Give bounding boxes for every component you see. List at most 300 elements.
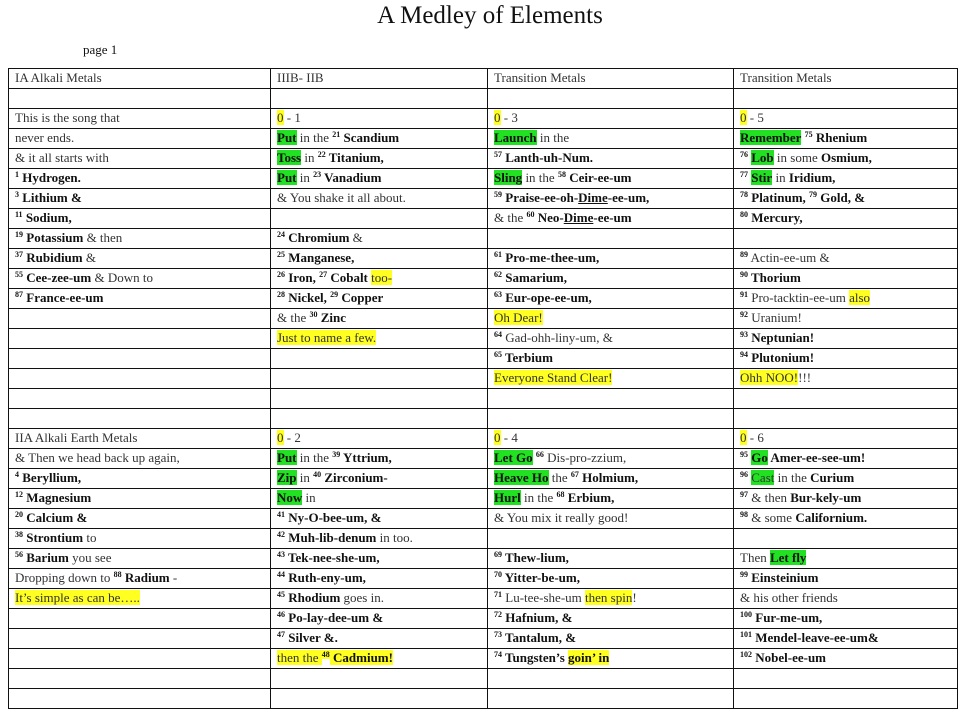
- atomic-number: 90: [740, 270, 748, 279]
- lyric-text: too-: [371, 270, 393, 285]
- lyric-text: Amer-ee-see-um!: [767, 450, 866, 465]
- atomic-number: 100: [740, 610, 752, 619]
- atomic-number: 44: [277, 570, 285, 579]
- lyric-text: Neo-: [534, 210, 564, 225]
- table-cell: [734, 229, 958, 249]
- lyric-text: goes in.: [340, 590, 384, 605]
- lyric-text: Pro-me-thee-um,: [502, 250, 600, 265]
- lyric-text: Cadmium!: [329, 650, 393, 665]
- header-row: [9, 69, 958, 89]
- table-cell: [488, 469, 734, 489]
- lyric-text: in: [302, 490, 316, 505]
- atomic-number: 76: [740, 150, 748, 159]
- lyric-text: Chromium: [285, 230, 350, 245]
- table-cell: [734, 529, 958, 549]
- lyric-text: Eur-ope-ee-um,: [502, 290, 592, 305]
- lyric-text: Now: [277, 490, 303, 505]
- lyric-text: Muh-lib-denum: [285, 530, 377, 545]
- table-cell: [9, 649, 271, 669]
- lyric-text: & the: [277, 310, 310, 325]
- lyric-text: Beryllium,: [19, 470, 82, 485]
- atomic-number: 30: [309, 310, 318, 319]
- lyric-text: in: [296, 470, 314, 485]
- atomic-number: 95: [740, 450, 748, 459]
- lyric-text: Manganese,: [285, 250, 355, 265]
- lyric-text: &: [349, 230, 363, 245]
- lyric-text: Go: [751, 450, 768, 465]
- lyric-text: Let fly: [769, 550, 807, 565]
- lyric-text: Gold, &: [817, 190, 866, 205]
- lyric-text: Oh Dear!: [494, 310, 543, 325]
- atomic-number: 98: [740, 510, 748, 519]
- lyric-text: Sling: [494, 170, 523, 185]
- table-row: [9, 229, 958, 249]
- table-cell: [734, 429, 958, 449]
- lyric-text: France-ee-um: [23, 290, 104, 305]
- table-row: [9, 589, 958, 609]
- table-cell: [271, 89, 488, 109]
- table-cell: [271, 429, 488, 449]
- table-cell: [488, 389, 734, 409]
- lyric-text: Hafnium, &: [502, 610, 573, 625]
- table-row: [9, 609, 958, 629]
- lyric-text: -: [169, 570, 178, 585]
- atomic-number: 70: [494, 570, 502, 579]
- table-cell: [271, 229, 488, 249]
- lyric-text: Dis-pro-zzium,: [543, 450, 627, 465]
- lyric-text: Put: [277, 450, 297, 465]
- atomic-number: 48: [321, 650, 330, 659]
- table-cell: [488, 89, 734, 109]
- table-cell: [271, 109, 488, 129]
- lyric-text: Rhodium: [285, 590, 341, 605]
- table-cell: [9, 489, 271, 509]
- table-row: [9, 629, 958, 649]
- table-row: [9, 529, 958, 549]
- table-cell: [734, 369, 958, 389]
- lyric-text: Strontium: [23, 530, 84, 545]
- table-cell: [734, 689, 958, 709]
- lyric-text: also: [849, 290, 871, 305]
- table-cell: [488, 409, 734, 429]
- lyric-text: - 1: [283, 110, 301, 125]
- lyric-text: in too.: [376, 530, 413, 545]
- table-cell: [271, 369, 488, 389]
- page-label: page 1: [83, 42, 118, 57]
- atomic-number: 56: [15, 550, 23, 559]
- atomic-number: 41: [277, 510, 285, 519]
- lyric-text: Yitter-be-um,: [502, 570, 580, 585]
- lyric-text: Uranium!: [748, 310, 802, 325]
- lyric-text: in: [301, 150, 318, 165]
- atomic-number: 26: [277, 270, 285, 279]
- table-cell: [488, 129, 734, 149]
- atomic-number: 20: [15, 510, 23, 519]
- lyric-text: Zirconium-: [321, 470, 388, 485]
- lyric-text: 0: [494, 430, 501, 445]
- table-row: [9, 109, 958, 129]
- lyric-text: - 6: [746, 430, 764, 445]
- atomic-number: 72: [494, 610, 502, 619]
- lyric-text: Holmium,: [578, 470, 639, 485]
- table-row: [9, 189, 958, 209]
- table-row: [9, 369, 958, 389]
- atomic-number: 46: [277, 610, 285, 619]
- atomic-number: 79: [809, 190, 818, 199]
- lyric-text: Samarium,: [502, 270, 567, 285]
- atomic-number: 12: [15, 490, 23, 499]
- lyric-text: 0: [277, 110, 284, 125]
- atomic-number: 59: [494, 190, 502, 199]
- table-row: [9, 309, 958, 329]
- table-cell: [271, 689, 488, 709]
- table-cell: [488, 589, 734, 609]
- lyric-text: Ceir-ee-um: [565, 170, 632, 185]
- lyric-text: Mercury,: [748, 210, 803, 225]
- table-cell: [9, 549, 271, 569]
- lyric-text: Toss: [277, 150, 302, 165]
- lyric-text: Potassium: [23, 230, 84, 245]
- atomic-number: 102: [740, 650, 752, 659]
- atomic-number: 4: [15, 470, 19, 479]
- lyric-text: Actin-ee-um &: [748, 250, 830, 265]
- table-cell: [488, 569, 734, 589]
- table-cell: [734, 649, 958, 669]
- table-row: [9, 549, 958, 569]
- lyric-text: Heave Ho: [494, 470, 549, 485]
- lyric-text: Silver &.: [285, 630, 338, 645]
- lyric-text: Radium: [121, 570, 170, 585]
- table-cell: [271, 669, 488, 689]
- lyric-text: Fur-me-um,: [752, 610, 823, 625]
- lyric-text: Thorium: [748, 270, 801, 285]
- table-row: [9, 349, 958, 369]
- table-row: [9, 649, 958, 669]
- table-cell: [271, 169, 488, 189]
- table-cell: [488, 309, 734, 329]
- atomic-number: 92: [740, 310, 748, 319]
- lyric-text: Yttrium,: [340, 450, 392, 465]
- lyric-text: Then: [740, 550, 770, 565]
- atomic-number: 21: [332, 130, 341, 139]
- table-row: [9, 169, 958, 189]
- lyric-text: 0: [277, 430, 284, 445]
- table-cell: [488, 669, 734, 689]
- table-cell: [734, 389, 958, 409]
- table-cell: [734, 609, 958, 629]
- lyric-text: Tantalum, &: [502, 630, 577, 645]
- atomic-number: 24: [277, 230, 285, 239]
- lyric-text: Gad-ohh-liny-um, &: [502, 330, 613, 345]
- lyric-text: in the: [522, 170, 558, 185]
- atomic-number: 64: [494, 330, 502, 339]
- lyric-text: Bur-kely-um: [790, 490, 862, 505]
- table-cell: [9, 229, 271, 249]
- atomic-number: 91: [740, 290, 748, 299]
- lyric-text: Iron,: [285, 270, 320, 285]
- lyric-text: Pro-tacktin-ee-um: [748, 290, 850, 305]
- table-row: [9, 429, 958, 449]
- atomic-number: 68: [556, 490, 565, 499]
- lyric-text: Curium: [810, 470, 855, 485]
- table-cell: [488, 289, 734, 309]
- lyric-text: & then: [83, 230, 123, 245]
- table-cell: [734, 469, 958, 489]
- atomic-number: 74: [494, 650, 502, 659]
- lyric-text: & the: [494, 210, 527, 225]
- table-cell: [488, 549, 734, 569]
- table-row: [9, 569, 958, 589]
- atomic-number: 39: [332, 450, 341, 459]
- lyric-text: Erbium,: [564, 490, 615, 505]
- lyric-text: Lob: [751, 150, 774, 165]
- lyric-text: Titanium,: [325, 150, 384, 165]
- lyric-text: Sodium,: [22, 210, 72, 225]
- atomic-number: 69: [494, 550, 502, 559]
- table-cell: [271, 149, 488, 169]
- table-cell: [9, 449, 271, 469]
- lyric-text: in: [772, 170, 789, 185]
- table-cell: [734, 489, 958, 509]
- lyric-text: & it all starts with: [15, 150, 109, 165]
- lyric-text: Scandium: [340, 130, 400, 145]
- atomic-number: 29: [330, 290, 339, 299]
- atomic-number: 28: [277, 290, 285, 299]
- atomic-number: 11: [15, 210, 23, 219]
- atomic-number: 58: [557, 170, 566, 179]
- atomic-number: 22: [317, 150, 326, 159]
- table-cell: [488, 249, 734, 269]
- table-row: [9, 149, 958, 169]
- table-cell: [9, 589, 271, 609]
- table-cell: [271, 489, 488, 509]
- table-cell: [9, 569, 271, 589]
- table-cell: [488, 429, 734, 449]
- table-cell: [271, 249, 488, 269]
- lyric-text: Stir: [751, 170, 773, 185]
- table-cell: [271, 609, 488, 629]
- lyric-text: Just to name a few.: [277, 330, 377, 345]
- table-cell: [488, 349, 734, 369]
- table-cell: [9, 149, 271, 169]
- table-cell: [9, 249, 271, 269]
- table-cell: [271, 129, 488, 149]
- atomic-number: 38: [15, 530, 23, 539]
- table-row: [9, 289, 958, 309]
- atomic-number: 3: [15, 190, 19, 199]
- table-cell: [734, 189, 958, 209]
- table-row: [9, 409, 958, 429]
- lyric-text: Put: [277, 170, 297, 185]
- table-cell: [488, 209, 734, 229]
- atomic-number: 88: [113, 570, 122, 579]
- table-cell: [734, 549, 958, 569]
- lyric-text: Ohh NOO!: [740, 370, 799, 385]
- lyric-text: Neptunian!: [748, 330, 815, 345]
- table-cell: [271, 289, 488, 309]
- table-cell: [9, 169, 271, 189]
- lyric-text: Cast: [751, 470, 775, 485]
- table-row: [9, 669, 958, 689]
- lyric-text: Lanth-uh-Num.: [502, 150, 594, 165]
- table-cell: [9, 369, 271, 389]
- table-row: [9, 469, 958, 489]
- table-cell: [9, 89, 271, 109]
- lyric-text: Cee-zee-um: [23, 270, 92, 285]
- lyric-text: Thew-lium,: [502, 550, 569, 565]
- lyric-text: Po-lay-dee-um &: [285, 610, 384, 625]
- lyric-text: Zip: [277, 470, 297, 485]
- atomic-number: 57: [494, 150, 502, 159]
- table-cell: [488, 509, 734, 529]
- atomic-number: 45: [277, 590, 285, 599]
- lyric-text: Rubidium: [23, 250, 83, 265]
- lyric-text: - 5: [746, 110, 764, 125]
- table-cell: [9, 669, 271, 689]
- lyric-text: -ee-um: [593, 210, 632, 225]
- table-cell: [9, 109, 271, 129]
- atomic-number: 94: [740, 350, 748, 359]
- table-cell: [734, 289, 958, 309]
- table-cell: [271, 569, 488, 589]
- lyric-text: 0: [740, 110, 747, 125]
- lyric-text: Hydrogen.: [19, 170, 81, 185]
- table-cell: [488, 269, 734, 289]
- table-cell: [488, 149, 734, 169]
- table-cell: [734, 449, 958, 469]
- table-cell: [734, 669, 958, 689]
- lyric-text: Lu-tee-she-um: [502, 590, 586, 605]
- table-cell: [488, 189, 734, 209]
- atomic-number: 55: [15, 270, 23, 279]
- table-cell: [9, 429, 271, 449]
- lyric-text: & then: [748, 490, 791, 505]
- lyric-text: Hurl: [494, 490, 521, 505]
- table-cell: [488, 649, 734, 669]
- table-cell: [488, 629, 734, 649]
- lyric-text: Dime: [578, 190, 608, 205]
- lyric-text: Nickel,: [285, 290, 331, 305]
- lyric-text: &: [82, 250, 96, 265]
- lyric-text: the: [548, 470, 571, 485]
- lyric-text: Dropping down to: [15, 570, 114, 585]
- lyric-text: Praise-ee-oh-: [502, 190, 579, 205]
- table-cell: [271, 309, 488, 329]
- table-cell: [9, 629, 271, 649]
- atomic-number: 19: [15, 230, 23, 239]
- lyric-text: - 2: [283, 430, 301, 445]
- atomic-number: 23: [313, 170, 322, 179]
- table-cell: [271, 269, 488, 289]
- lyric-text: in the: [774, 470, 811, 485]
- lyric-text: in: [296, 170, 314, 185]
- table-cell: [271, 549, 488, 569]
- lyric-text: Vanadium: [321, 170, 382, 185]
- lyric-text: - 4: [500, 430, 518, 445]
- table-cell: [271, 189, 488, 209]
- column-header: Transition Metals: [488, 69, 734, 89]
- table-cell: [734, 129, 958, 149]
- atomic-number: 63: [494, 290, 502, 299]
- lyric-text: Osmium,: [820, 150, 872, 165]
- atomic-number: 97: [740, 490, 748, 499]
- atomic-number: 78: [740, 190, 748, 199]
- table-cell: [271, 589, 488, 609]
- lyric-text: Copper: [338, 290, 384, 305]
- lyric-text: Iridium,: [788, 170, 836, 185]
- table-cell: [9, 609, 271, 629]
- table-row: [9, 209, 958, 229]
- table-cell: [271, 649, 488, 669]
- atomic-number: 37: [15, 250, 23, 259]
- table-cell: [9, 289, 271, 309]
- table-row: [9, 249, 958, 269]
- table-cell: [734, 109, 958, 129]
- table-cell: [488, 169, 734, 189]
- table-cell: [734, 89, 958, 109]
- atomic-number: 73: [494, 630, 502, 639]
- atomic-number: 71: [494, 590, 502, 599]
- atomic-number: 80: [740, 210, 748, 219]
- lyric-text: 0: [494, 110, 501, 125]
- table-cell: [734, 589, 958, 609]
- lyric-text: & Down to: [91, 270, 153, 285]
- table-cell: [9, 269, 271, 289]
- table-cell: [488, 229, 734, 249]
- table-cell: [488, 109, 734, 129]
- table-row: [9, 509, 958, 529]
- atomic-number: 61: [494, 250, 502, 259]
- lyric-text: Tungsten’s: [502, 650, 568, 665]
- atomic-number: 60: [526, 210, 535, 219]
- table-cell: [9, 689, 271, 709]
- lyric-text: Let Go: [494, 450, 533, 465]
- table-cell: [9, 309, 271, 329]
- table-row: [9, 89, 958, 109]
- lyric-text: & Then we head back up again,: [15, 450, 180, 465]
- document-title: A Medley of Elements: [377, 2, 603, 29]
- lyric-text: you see: [68, 550, 112, 565]
- table-cell: [734, 409, 958, 429]
- table-row: [9, 689, 958, 709]
- table-cell: [9, 469, 271, 489]
- table-cell: [734, 169, 958, 189]
- table-cell: [271, 509, 488, 529]
- lyric-text: Ny-O-bee-um, &: [285, 510, 382, 525]
- table-cell: [9, 129, 271, 149]
- lyric-text: Plutonium!: [748, 350, 815, 365]
- lyric-text: Californium.: [795, 510, 868, 525]
- lyric-text: Remember: [740, 130, 802, 145]
- table-row: [9, 269, 958, 289]
- lyric-text: Zinc: [317, 310, 347, 325]
- column-header: IIIB- IIB: [271, 69, 488, 89]
- table-cell: [734, 269, 958, 289]
- atomic-number: 101: [740, 630, 752, 639]
- lyric-text: Nobel-ee-um: [752, 650, 827, 665]
- atomic-number: 62: [494, 270, 502, 279]
- table-cell: [488, 369, 734, 389]
- atomic-number: 99: [740, 570, 748, 579]
- lyric-text: to: [83, 530, 97, 545]
- table-cell: [734, 149, 958, 169]
- table-cell: [271, 349, 488, 369]
- column-header: Transition Metals: [734, 69, 958, 89]
- lyric-text: !: [632, 590, 637, 605]
- lyric-text: Everyone Stand Clear!: [494, 370, 613, 385]
- lyric-text: goin’ in: [568, 650, 610, 665]
- lyric-text: - 3: [500, 110, 518, 125]
